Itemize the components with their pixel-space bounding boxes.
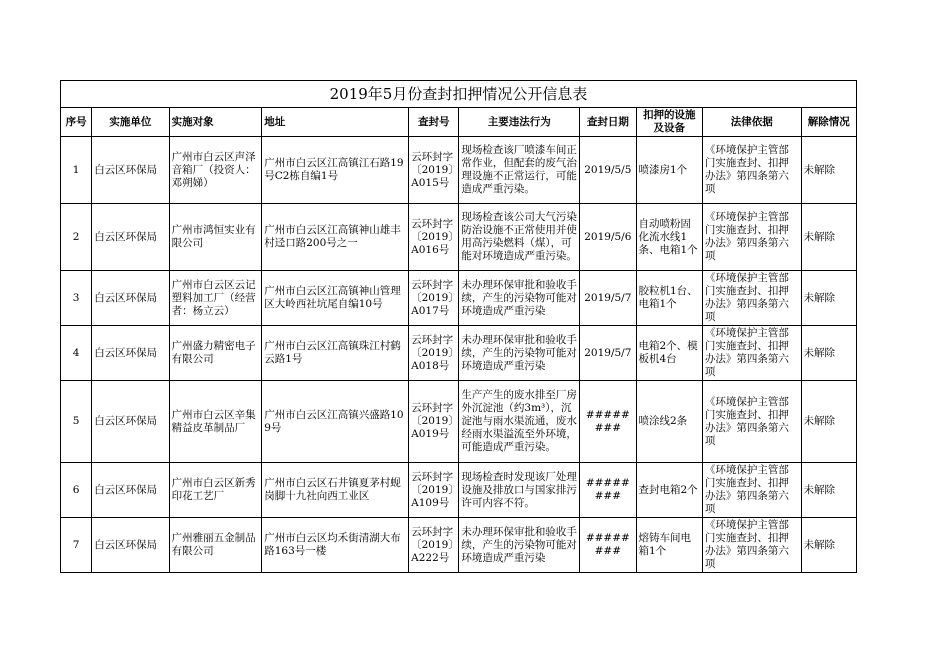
cell-address: 广州市白云区石井镇夏茅村蚬岗脚十九社向西工业区 — [262, 463, 409, 518]
cell-target: 广州市白云区辛集精益皮革制品厂 — [169, 381, 262, 463]
cell-unit: 白云区环保局 — [92, 271, 169, 326]
cell-date: 2019/5/6 — [580, 204, 636, 271]
cell-address: 广州市白云区江高镇神山雄丰村迳口路200号之一 — [262, 204, 409, 271]
cell-no: 1 — [61, 137, 92, 204]
cell-equipment: 电箱2个、模板机4台 — [636, 326, 702, 381]
cell-target: 广州市白云区云记塑料加工厂（经营者：杨立云） — [169, 271, 262, 326]
table-row — [61, 137, 857, 204]
cell-status: 未解除 — [801, 518, 856, 573]
table-row — [61, 518, 857, 573]
cell-date: 2019/5/7 — [580, 271, 636, 326]
cell-equipment: 喷漆房1个 — [636, 137, 702, 204]
cell-unit: 白云区环保局 — [92, 463, 169, 518]
cell-law: 《环境保护主管部门实施查封、扣押办法》第四条第六项 — [702, 463, 801, 518]
table-row — [61, 204, 857, 271]
title-row — [61, 81, 857, 108]
cell-equipment: 喷涂线2条 — [636, 381, 702, 463]
cell-law: 《环境保护主管部门实施查封、扣押办法》第四条第六项 — [702, 271, 801, 326]
cell-no: 2 — [61, 204, 92, 271]
cell-address: 广州市白云区江高镇神山管理区大岭西社坑尾自编10号 — [262, 271, 409, 326]
header-target: 实施对象 — [169, 108, 262, 137]
header-violation: 主要违法行为 — [459, 108, 580, 137]
cell-seal-no: 云环封字〔2019〕A016号 — [409, 204, 459, 271]
cell-status: 未解除 — [801, 137, 856, 204]
cell-no: 4 — [61, 326, 92, 381]
disclosure-table — [60, 80, 857, 573]
cell-address: 广州市白云区江高镇兴盛路109号 — [262, 381, 409, 463]
cell-target: 广州雅丽五金制品有限公司 — [169, 518, 262, 573]
header-no: 序号 — [61, 108, 92, 137]
cell-seal-no: 云环封字〔2019〕A019号 — [409, 381, 459, 463]
cell-status: 未解除 — [801, 463, 856, 518]
cell-address: 广州市白云区江高镇江石路19号C2栋自编1号 — [262, 137, 409, 204]
cell-seal-no: 云环封字〔2019〕A017号 — [409, 271, 459, 326]
table-row — [61, 463, 857, 518]
header-row — [61, 108, 857, 137]
header-status: 解除情况 — [801, 108, 856, 137]
cell-violation: 现场检查时发现该厂处理设施及排放口与国家排污许可内容不符。 — [459, 463, 580, 518]
cell-seal-no: 云环封字〔2019〕A018号 — [409, 326, 459, 381]
cell-unit: 白云区环保局 — [92, 204, 169, 271]
cell-date: ######## — [580, 381, 636, 463]
cell-status: 未解除 — [801, 204, 856, 271]
table-row — [61, 381, 857, 463]
cell-unit: 白云区环保局 — [92, 326, 169, 381]
cell-date: 2019/5/7 — [580, 326, 636, 381]
cell-equipment: 查封电箱2个 — [636, 463, 702, 518]
cell-status: 未解除 — [801, 326, 856, 381]
cell-no: 3 — [61, 271, 92, 326]
cell-no: 5 — [61, 381, 92, 463]
cell-equipment: 熔铸车间电箱1个 — [636, 518, 702, 573]
cell-seal-no: 云环封字〔2019〕A222号 — [409, 518, 459, 573]
cell-target: 广州市白云区新秀印花工艺厂 — [169, 463, 262, 518]
header-seal-no: 查封号 — [409, 108, 459, 137]
cell-law: 《环境保护主管部门实施查封、扣押办法》第四条第六项 — [702, 204, 801, 271]
cell-unit: 白云区环保局 — [92, 381, 169, 463]
header-unit: 实施单位 — [92, 108, 169, 137]
header-law: 法律依据 — [702, 108, 801, 137]
cell-unit: 白云区环保局 — [92, 518, 169, 573]
cell-target: 广州盛力精密电子有限公司 — [169, 326, 262, 381]
cell-law: 《环境保护主管部门实施查封、扣押办法》第四条第六项 — [702, 326, 801, 381]
cell-date: ######## — [580, 463, 636, 518]
cell-law: 《环境保护主管部门实施查封、扣押办法》第四条第六项 — [702, 137, 801, 204]
cell-no: 7 — [61, 518, 92, 573]
cell-no: 6 — [61, 463, 92, 518]
cell-unit: 白云区环保局 — [92, 137, 169, 204]
header-date: 查封日期 — [580, 108, 636, 137]
cell-violation: 现场检查该公司大气污染防治设施不正常使用并使用高污染燃料（煤），可能对环境造成严重污染。 — [459, 204, 580, 271]
cell-date: 2019/5/5 — [580, 137, 636, 204]
cell-status: 未解除 — [801, 381, 856, 463]
cell-address: 广州市白云区均禾街清湖大布路163号一楼 — [262, 518, 409, 573]
cell-law: 《环境保护主管部门实施查封、扣押办法》第四条第六项 — [702, 381, 801, 463]
cell-violation: 未办理环保审批和验收手续，产生的污染物可能对环境造成严重污染 — [459, 326, 580, 381]
table-row — [61, 271, 857, 326]
cell-seal-no: 云环封字〔2019〕A109号 — [409, 463, 459, 518]
page-title: 2019年5月份查封扣押情况公开信息表 — [61, 81, 857, 108]
header-equipment: 扣押的设施及设备 — [636, 108, 702, 137]
cell-violation: 现场检查该厂喷漆车间正常作业，但配套的废气治理设施不正常运行，可能造成严重污染。 — [459, 137, 580, 204]
cell-status: 未解除 — [801, 271, 856, 326]
cell-seal-no: 云环封字〔2019〕A015号 — [409, 137, 459, 204]
cell-date: ######## — [580, 518, 636, 573]
cell-equipment: 自动喷粉固化流水线1条、电箱1个 — [636, 204, 702, 271]
cell-law: 《环境保护主管部门实施查封、扣押办法》第四条第六项 — [702, 518, 801, 573]
cell-violation: 未办理环保审批和验收手续，产生的污染物可能对环境造成严重污染 — [459, 271, 580, 326]
cell-equipment: 胶粒机1台、电箱1个 — [636, 271, 702, 326]
cell-violation: 未办理环保审批和验收手续，产生的污染物可能对环境造成严重污染 — [459, 518, 580, 573]
cell-target: 广州市白云区声泽音箱厂（投资人：邓朔娣） — [169, 137, 262, 204]
cell-target: 广州市鸿恒实业有限公司 — [169, 204, 262, 271]
table-row — [61, 326, 857, 381]
cell-violation: 生产产生的废水排至厂房外沉淀池（约3m³），沉淀池与雨水渠流通，废水经雨水渠溢流至外环境，可能造成严重污染。 — [459, 381, 580, 463]
cell-address: 广州市白云区江高镇珠江村鹤云路1号 — [262, 326, 409, 381]
header-address: 地址 — [262, 108, 409, 137]
